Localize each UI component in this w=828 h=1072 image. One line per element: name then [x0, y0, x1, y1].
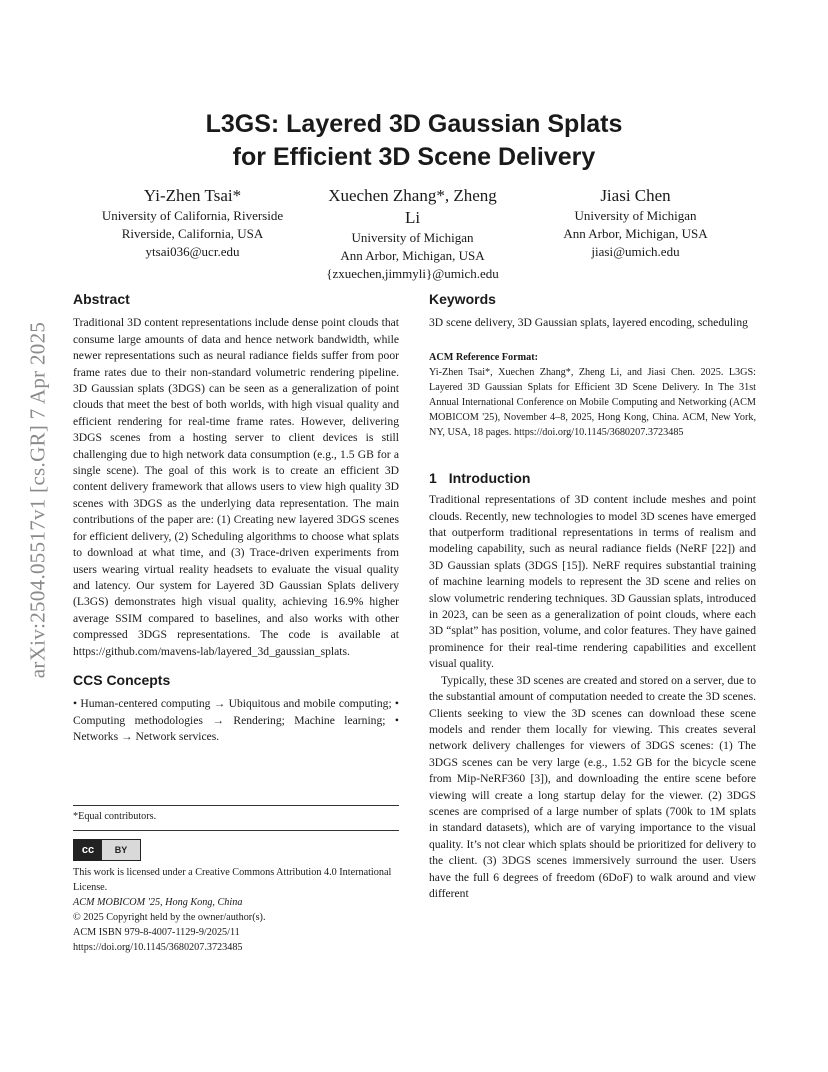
ccs-text: • Human-centered computing → Ubiquitous and mobile computing; • Computing methodologies → Rendering; Machine learning; • Networks → Network services. — [73, 697, 399, 744]
right-column — [429, 291, 756, 902]
by-icon: BY — [102, 840, 140, 860]
license-rule — [73, 830, 399, 831]
license-text: This work is licensed under a Creative Commons Attribution 4.0 International License. — [73, 867, 392, 893]
section-number: 1 — [429, 469, 437, 486]
author-name-cont: Li — [404, 208, 421, 227]
section-heading-introduction — [429, 470, 756, 486]
author-block-2 — [300, 185, 525, 283]
title-line-1: L3GS: Layered 3D Gaussian Splats — [205, 110, 623, 138]
author-email[interactable]: jiasi@umich.edu — [591, 244, 680, 259]
author-location: Ann Arbor, Michigan, USA — [340, 248, 485, 263]
cc-icon: cc — [74, 840, 102, 860]
author-email[interactable]: ytsai036@ucr.edu — [145, 244, 240, 259]
author-location: Riverside, California, USA — [121, 226, 264, 241]
author-block-1 — [80, 185, 305, 261]
section-title: Introduction — [448, 469, 531, 486]
abstract-heading: Abstract — [73, 291, 130, 307]
author-name: Yi-Zhen Tsai* — [143, 186, 242, 205]
title-line-2: for Efficient 3D Scene Delivery — [232, 143, 596, 171]
author-block-3 — [523, 185, 748, 261]
ccs-heading: CCS Concepts — [73, 671, 171, 688]
doi-link[interactable]: https://doi.org/10.1145/3680207.3723485 — [73, 942, 243, 953]
footnote-area — [73, 805, 399, 955]
venue-text: ACM MOBICOM '25, Hong Kong, China — [73, 897, 243, 908]
footnote: *Equal contributors. — [73, 811, 157, 822]
author-affiliation: University of Michigan — [351, 230, 474, 245]
author-affiliation: University of California, Riverside — [101, 208, 284, 223]
arxiv-stamp-text: arXiv:2504.05517v1 [cs.GR] 7 Apr 2025 — [25, 321, 50, 679]
arxiv-stamp — [18, 290, 58, 710]
reference-format-text: Yi-Zhen Tsai*, Xuechen Zhang*, Zheng Li, and Jiasi Chen. 2025. L3GS: Layered 3D Gaussian Splats for Efficient 3D Scene Delivery. In The 31st Annual International Conference on Mobile Computing and Networking (ACM MOBICOM '25), November 4–8, 2025, Hong Kong, China. ACM, New York, NY, USA, 18 pages. https://doi.org/10.1145/3680207.3723485 — [429, 366, 756, 438]
author-affiliation: University of Michigan — [574, 208, 697, 223]
cc-by-badge[interactable] — [73, 839, 399, 861]
intro-paragraph-1: Traditional representations of 3D content include meshes and point clouds. Recently, new technologies to model 3D scenes have emerged that outperform traditional representations in terms of realism and modeling capability, such as neural radiance fields (NeRF [22]) and 3D Gaussian splats (3DGS [15]). NeRF requires substantial training of machine learning models to represent the 3D scene and relies on slow volumetric rendering techniques. 3D Gaussian splats, introduced in 2023, can be seen as a generalization of point clouds, where each 3D “splat” has position, volume, and color features. They have gained prominence for their real-time rendering capabilities and excellent visual quality. — [429, 493, 756, 671]
author-name: Jiasi Chen — [600, 186, 671, 205]
intro-paragraph-2: Typically, these 3D scenes are created and stored on a server, due to the substantial amount of computation needed to create the 3D scenes. Clients seeking to view the 3D scenes can download these scene models and render them locally for viewing. This creates several network delivery challenges for viewers of 3DGS scenes: (1) The 3DGS scenes can be very large (e.g., 1.52 GB for the bicycle scene from Mip-NeRF360 [3]), and downloading the entire scene before viewing will create a long startup delay for the viewer. (2) 3DGS scenes are comprised of a large number of splats (700k to 1M splats in standard datasets), which are of varying importance to the visual quality. It’s not clear which splats should be prioritized for delivery to the client. (3) 3DGS scenes immersively surround the user. Users have the full 6 degrees of freedom (6DoF) to walk around and view different — [429, 673, 756, 900]
author-name: Xuechen Zhang*, Zheng — [328, 186, 497, 205]
footnote-rule — [73, 805, 399, 806]
abstract-text: Traditional 3D content representations include dense point clouds that consume large amounts of data and hence network bandwidth, while newer representations such as neural radiance fields suffer from poor frame rates due to their non-standard volumetric rendering pipeline. 3D Gaussian splats (3DGS) can be seen as a generalization of point clouds that meet the best of both worlds, with high visual quality and efficient rendering for real-time frame rates. However, delivering 3DGS scenes from a hosting server to client devices is still challenging due to high network data consumption (e.g., 1.5 GB for a single scene). The goal of this work is to create an efficient 3D content delivery framework that allows users to view high quality 3D scenes with 3DGS as the underlying data representation. The main contributions of the paper are: (1) Creating new layered 3DGS scenes for efficient delivery, (2) Scheduling algorithms to choose what splats to download at what time, and (3) Trace-driven experiments from users wearing virtual reality headsets to evaluate the visual quality and latency. Our system for Layered 3D Gaussian Splats delivery (L3GS) demonstrates high visual quality, achieving 16.9% higher average SSIM compared to baselines, and also works with other compressed 3DGS representations. The code is available at https://github.com/mavens-lab/layered_3d_gaussian_splats. — [73, 316, 399, 658]
author-email[interactable]: {zxuechen,jimmyli}@umich.edu — [326, 266, 499, 281]
copyright-text: © 2025 Copyright held by the owner/author(s). — [73, 912, 266, 923]
keywords-text: 3D scene delivery, 3D Gaussian splats, layered encoding, scheduling — [429, 316, 748, 330]
reference-format-heading: ACM Reference Format: — [429, 351, 538, 363]
paper-title — [73, 108, 755, 174]
left-column — [73, 291, 399, 746]
author-location: Ann Arbor, Michigan, USA — [563, 226, 708, 241]
keywords-heading: Keywords — [429, 291, 496, 307]
isbn-text: ACM ISBN 979-8-4007-1129-9/2025/11 — [73, 927, 240, 938]
